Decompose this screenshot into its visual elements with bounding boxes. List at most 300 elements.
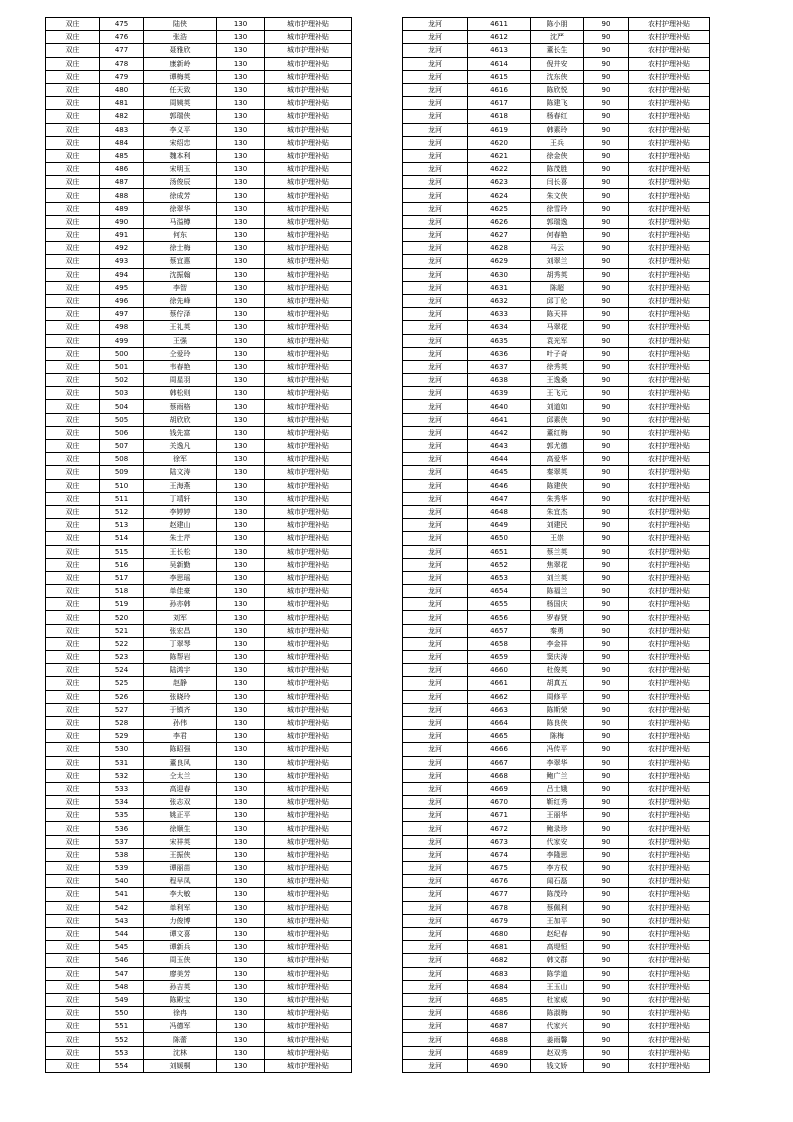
table-row: [46, 321, 352, 334]
number-cell: 4623: [468, 176, 531, 189]
subsidy-type-cell: 农村护理补贴: [629, 835, 710, 848]
town-cell: 双庄: [46, 189, 100, 202]
amount-cell: 130: [217, 835, 265, 848]
subsidy-type-cell: 城市护理补贴: [265, 848, 352, 861]
name-cell: 朱宜杰: [531, 505, 584, 518]
name-cell: 李金祥: [531, 637, 584, 650]
town-cell: 双庄: [46, 242, 100, 255]
table-row: [403, 1020, 710, 1033]
amount-cell: 90: [584, 743, 629, 756]
name-cell: 陈建侠: [531, 479, 584, 492]
table-row: [403, 176, 710, 189]
town-cell: 龙河: [403, 492, 468, 505]
town-cell: 双庄: [46, 479, 100, 492]
amount-cell: 90: [584, 136, 629, 149]
name-cell: 陈学道: [531, 967, 584, 980]
number-cell: 4636: [468, 347, 531, 360]
table-row: [403, 1033, 710, 1046]
town-cell: 双庄: [46, 136, 100, 149]
table-row: [403, 453, 710, 466]
amount-cell: 130: [217, 519, 265, 532]
number-cell: 493: [100, 255, 144, 268]
town-cell: 龙河: [403, 1059, 468, 1072]
town-cell: 龙河: [403, 255, 468, 268]
number-cell: 4645: [468, 466, 531, 479]
name-cell: 李大敏: [144, 888, 217, 901]
name-cell: 闫长喜: [531, 176, 584, 189]
number-cell: 497: [100, 308, 144, 321]
amount-cell: 90: [584, 624, 629, 637]
town-cell: 双庄: [46, 1059, 100, 1072]
name-cell: 仝爱玲: [144, 347, 217, 360]
town-cell: 双庄: [46, 598, 100, 611]
town-cell: 双庄: [46, 202, 100, 215]
town-cell: 龙河: [403, 519, 468, 532]
number-cell: 4683: [468, 967, 531, 980]
table-row: [403, 57, 710, 70]
table-row: [46, 255, 352, 268]
table-row: [46, 18, 352, 31]
amount-cell: 130: [217, 492, 265, 505]
amount-cell: 90: [584, 558, 629, 571]
table-row: [403, 848, 710, 861]
subsidy-type-cell: 农村护理补贴: [629, 229, 710, 242]
amount-cell: 130: [217, 1059, 265, 1072]
table-row: [46, 294, 352, 307]
table-row: [403, 598, 710, 611]
table-row: [46, 730, 352, 743]
number-cell: 501: [100, 360, 144, 373]
name-cell: 郭瑞侠: [144, 110, 217, 123]
town-cell: 龙河: [403, 914, 468, 927]
amount-cell: 130: [217, 163, 265, 176]
name-cell: 邱素侠: [531, 413, 584, 426]
town-cell: 双庄: [46, 215, 100, 228]
town-cell: 龙河: [403, 31, 468, 44]
table-row: [403, 716, 710, 729]
number-cell: 483: [100, 123, 144, 136]
number-cell: 477: [100, 44, 144, 57]
town-cell: 双庄: [46, 690, 100, 703]
town-cell: 双庄: [46, 44, 100, 57]
table-row: [46, 862, 352, 875]
subsidy-type-cell: 农村护理补贴: [629, 519, 710, 532]
table-row: [403, 664, 710, 677]
table-row: [403, 888, 710, 901]
name-cell: 徐先峰: [144, 294, 217, 307]
table-row: [46, 440, 352, 453]
name-cell: 关逸凡: [144, 440, 217, 453]
amount-cell: 130: [217, 585, 265, 598]
name-cell: 王兵: [531, 136, 584, 149]
amount-cell: 90: [584, 862, 629, 875]
subsidy-type-cell: 城市护理补贴: [265, 967, 352, 980]
subsidy-type-cell: 农村护理补贴: [629, 387, 710, 400]
number-cell: 4668: [468, 769, 531, 782]
name-cell: 窦庆涛: [531, 651, 584, 664]
table-row: [403, 954, 710, 967]
amount-cell: 130: [217, 967, 265, 980]
town-cell: 龙河: [403, 123, 468, 136]
name-cell: 汤俊辰: [144, 176, 217, 189]
subsidy-type-cell: 农村护理补贴: [629, 690, 710, 703]
name-cell: 张晓玲: [144, 690, 217, 703]
amount-cell: 130: [217, 796, 265, 809]
town-cell: 双庄: [46, 782, 100, 795]
town-cell: 龙河: [403, 809, 468, 822]
amount-cell: 130: [217, 308, 265, 321]
number-cell: 527: [100, 703, 144, 716]
number-cell: 4662: [468, 690, 531, 703]
subsidy-type-cell: 农村护理补贴: [629, 413, 710, 426]
subsidy-type-cell: 城市护理补贴: [265, 466, 352, 479]
town-cell: 龙河: [403, 651, 468, 664]
name-cell: 钱文娇: [531, 1059, 584, 1072]
subsidy-type-cell: 农村护理补贴: [629, 980, 710, 993]
number-cell: 517: [100, 571, 144, 584]
town-cell: 龙河: [403, 189, 468, 202]
subsidy-type-cell: 农村护理补贴: [629, 571, 710, 584]
table-row: [46, 492, 352, 505]
amount-cell: 130: [217, 400, 265, 413]
amount-cell: 90: [584, 1033, 629, 1046]
town-cell: 双庄: [46, 163, 100, 176]
name-cell: 宋绍忠: [144, 136, 217, 149]
table-row: [46, 400, 352, 413]
town-cell: 双庄: [46, 149, 100, 162]
subsidy-type-cell: 农村护理补贴: [629, 57, 710, 70]
name-cell: 蔡兰英: [531, 545, 584, 558]
number-cell: 4657: [468, 624, 531, 637]
subsidy-type-cell: 农村护理补贴: [629, 1007, 710, 1020]
number-cell: 515: [100, 545, 144, 558]
number-cell: 478: [100, 57, 144, 70]
subsidy-type-cell: 城市护理补贴: [265, 571, 352, 584]
table-row: [403, 149, 710, 162]
subsidy-type-cell: 城市护理补贴: [265, 97, 352, 110]
town-cell: 龙河: [403, 479, 468, 492]
town-cell: 龙河: [403, 875, 468, 888]
name-cell: 高堤恒: [531, 941, 584, 954]
amount-cell: 90: [584, 637, 629, 650]
number-cell: 539: [100, 862, 144, 875]
name-cell: 韦春艳: [144, 360, 217, 373]
number-cell: 4633: [468, 308, 531, 321]
number-cell: 4661: [468, 677, 531, 690]
name-cell: 王礼英: [144, 321, 217, 334]
table-row: [403, 400, 710, 413]
subsidy-type-cell: 城市护理补贴: [265, 664, 352, 677]
amount-cell: 90: [584, 281, 629, 294]
number-cell: 496: [100, 294, 144, 307]
town-cell: 龙河: [403, 294, 468, 307]
name-cell: 廖美芳: [144, 967, 217, 980]
amount-cell: 130: [217, 954, 265, 967]
town-cell: 龙河: [403, 229, 468, 242]
number-cell: 4687: [468, 1020, 531, 1033]
table-row: [403, 730, 710, 743]
amount-cell: 130: [217, 189, 265, 202]
amount-cell: 130: [217, 255, 265, 268]
table-row: [46, 716, 352, 729]
amount-cell: 90: [584, 176, 629, 189]
name-cell: 徐成芳: [144, 189, 217, 202]
town-cell: 双庄: [46, 229, 100, 242]
table-row: [46, 505, 352, 518]
table-row: [403, 360, 710, 373]
amount-cell: 130: [217, 1033, 265, 1046]
subsidy-type-cell: 农村护理补贴: [629, 651, 710, 664]
table-row: [403, 505, 710, 518]
table-row: [403, 215, 710, 228]
amount-cell: 90: [584, 202, 629, 215]
table-row: [403, 875, 710, 888]
name-cell: 谭梅英: [144, 70, 217, 83]
town-cell: 双庄: [46, 1033, 100, 1046]
number-cell: 514: [100, 532, 144, 545]
amount-cell: 90: [584, 611, 629, 624]
number-cell: 526: [100, 690, 144, 703]
subsidy-type-cell: 城市护理补贴: [265, 163, 352, 176]
table-row: [403, 703, 710, 716]
left-table: [45, 17, 352, 1073]
amount-cell: 90: [584, 914, 629, 927]
table-row: [46, 123, 352, 136]
town-cell: 双庄: [46, 360, 100, 373]
subsidy-type-cell: 农村护理补贴: [629, 624, 710, 637]
table-row: [403, 532, 710, 545]
town-cell: 双庄: [46, 70, 100, 83]
name-cell: 何春艳: [531, 229, 584, 242]
table-row: [403, 31, 710, 44]
amount-cell: 90: [584, 941, 629, 954]
amount-cell: 130: [217, 136, 265, 149]
town-cell: 龙河: [403, 769, 468, 782]
number-cell: 548: [100, 980, 144, 993]
town-cell: 龙河: [403, 716, 468, 729]
name-cell: 郭瑞逸: [531, 215, 584, 228]
town-cell: 龙河: [403, 967, 468, 980]
subsidy-type-cell: 农村护理补贴: [629, 730, 710, 743]
number-cell: 4690: [468, 1059, 531, 1072]
name-cell: 王飞元: [531, 387, 584, 400]
amount-cell: 130: [217, 664, 265, 677]
subsidy-type-cell: 农村护理补贴: [629, 202, 710, 215]
town-cell: 双庄: [46, 571, 100, 584]
name-cell: 孙吉英: [144, 980, 217, 993]
subsidy-type-cell: 农村护理补贴: [629, 993, 710, 1006]
name-cell: 王长松: [144, 545, 217, 558]
number-cell: 4612: [468, 31, 531, 44]
subsidy-type-cell: 农村护理补贴: [629, 901, 710, 914]
name-cell: 赵建山: [144, 519, 217, 532]
subsidy-type-cell: 农村护理补贴: [629, 1059, 710, 1072]
number-cell: 4669: [468, 782, 531, 795]
amount-cell: 90: [584, 571, 629, 584]
subsidy-type-cell: 城市护理补贴: [265, 993, 352, 1006]
name-cell: 邱丁伦: [531, 294, 584, 307]
table-row: [403, 862, 710, 875]
name-cell: 沈东侠: [531, 70, 584, 83]
subsidy-type-cell: 城市护理补贴: [265, 505, 352, 518]
amount-cell: 130: [217, 70, 265, 83]
table-row: [403, 321, 710, 334]
number-cell: 512: [100, 505, 144, 518]
name-cell: 陈斯荣: [531, 703, 584, 716]
table-row: [46, 519, 352, 532]
number-cell: 4659: [468, 651, 531, 664]
town-cell: 双庄: [46, 914, 100, 927]
number-cell: 4663: [468, 703, 531, 716]
number-cell: 4658: [468, 637, 531, 650]
number-cell: 4678: [468, 901, 531, 914]
subsidy-type-cell: 农村护理补贴: [629, 294, 710, 307]
table-row: [46, 954, 352, 967]
town-cell: 双庄: [46, 492, 100, 505]
subsidy-type-cell: 城市护理补贴: [265, 57, 352, 70]
number-cell: 4640: [468, 400, 531, 413]
amount-cell: 130: [217, 914, 265, 927]
table-row: [46, 374, 352, 387]
table-row: [46, 888, 352, 901]
number-cell: 541: [100, 888, 144, 901]
subsidy-type-cell: 城市护理补贴: [265, 769, 352, 782]
subsidy-type-cell: 农村护理补贴: [629, 242, 710, 255]
table-row: [403, 637, 710, 650]
name-cell: 吕士娥: [531, 782, 584, 795]
name-cell: 李思瑶: [144, 571, 217, 584]
town-cell: 龙河: [403, 70, 468, 83]
number-cell: 4614: [468, 57, 531, 70]
subsidy-type-cell: 城市护理补贴: [265, 308, 352, 321]
number-cell: 522: [100, 637, 144, 650]
table-row: [46, 347, 352, 360]
subsidy-type-cell: 城市护理补贴: [265, 927, 352, 940]
amount-cell: 90: [584, 18, 629, 31]
name-cell: 赵双秀: [531, 1046, 584, 1059]
amount-cell: 90: [584, 189, 629, 202]
number-cell: 533: [100, 782, 144, 795]
subsidy-type-cell: 城市护理补贴: [265, 374, 352, 387]
amount-cell: 130: [217, 598, 265, 611]
amount-cell: 90: [584, 163, 629, 176]
name-cell: 周姨英: [144, 97, 217, 110]
amount-cell: 130: [217, 18, 265, 31]
amount-cell: 130: [217, 110, 265, 123]
amount-cell: 90: [584, 215, 629, 228]
town-cell: 双庄: [46, 505, 100, 518]
table-row: [403, 571, 710, 584]
town-cell: 龙河: [403, 163, 468, 176]
number-cell: 4679: [468, 914, 531, 927]
number-cell: 4611: [468, 18, 531, 31]
town-cell: 龙河: [403, 57, 468, 70]
name-cell: 代家兴: [531, 1020, 584, 1033]
table-row: [403, 334, 710, 347]
amount-cell: 130: [217, 44, 265, 57]
town-cell: 龙河: [403, 1046, 468, 1059]
table-row: [46, 624, 352, 637]
name-cell: 李翠华: [531, 756, 584, 769]
name-cell: 蔡佩利: [531, 901, 584, 914]
name-cell: 徐冉: [144, 1007, 217, 1020]
town-cell: 双庄: [46, 637, 100, 650]
subsidy-type-cell: 城市护理补贴: [265, 875, 352, 888]
town-cell: 龙河: [403, 1007, 468, 1020]
table-row: [403, 927, 710, 940]
town-cell: 龙河: [403, 1020, 468, 1033]
right-table: [402, 17, 710, 1073]
number-cell: 499: [100, 334, 144, 347]
town-cell: 双庄: [46, 387, 100, 400]
name-cell: 陈梅: [531, 730, 584, 743]
name-cell: 陈天祥: [531, 308, 584, 321]
number-cell: 4656: [468, 611, 531, 624]
number-cell: 505: [100, 413, 144, 426]
number-cell: 521: [100, 624, 144, 637]
town-cell: 龙河: [403, 927, 468, 940]
number-cell: 4613: [468, 44, 531, 57]
town-cell: 双庄: [46, 769, 100, 782]
subsidy-type-cell: 农村护理补贴: [629, 308, 710, 321]
name-cell: 胡秀英: [531, 268, 584, 281]
subsidy-type-cell: 城市护理补贴: [265, 31, 352, 44]
name-cell: 王振侠: [144, 848, 217, 861]
table-row: [46, 110, 352, 123]
name-cell: 李义平: [144, 123, 217, 136]
name-cell: 吴新勤: [144, 558, 217, 571]
name-cell: 韩松则: [144, 387, 217, 400]
table-row: [46, 769, 352, 782]
name-cell: 陆侠: [144, 18, 217, 31]
name-cell: 陈欣悦: [531, 83, 584, 96]
subsidy-type-cell: 城市护理补贴: [265, 611, 352, 624]
town-cell: 双庄: [46, 796, 100, 809]
amount-cell: 90: [584, 980, 629, 993]
amount-cell: 90: [584, 651, 629, 664]
subsidy-type-cell: 农村护理补贴: [629, 176, 710, 189]
number-cell: 4644: [468, 453, 531, 466]
amount-cell: 90: [584, 532, 629, 545]
town-cell: 龙河: [403, 585, 468, 598]
subsidy-type-cell: 城市护理补贴: [265, 756, 352, 769]
number-cell: 506: [100, 426, 144, 439]
number-cell: 4670: [468, 796, 531, 809]
name-cell: 陆文涛: [144, 466, 217, 479]
name-cell: 孙亦韩: [144, 598, 217, 611]
number-cell: 4649: [468, 519, 531, 532]
amount-cell: 130: [217, 176, 265, 189]
amount-cell: 130: [217, 149, 265, 162]
name-cell: 王强: [144, 334, 217, 347]
number-cell: 4651: [468, 545, 531, 558]
number-cell: 4625: [468, 202, 531, 215]
subsidy-type-cell: 农村护理补贴: [629, 585, 710, 598]
name-cell: 何东: [144, 229, 217, 242]
amount-cell: 130: [217, 294, 265, 307]
table-row: [403, 980, 710, 993]
amount-cell: 130: [217, 321, 265, 334]
town-cell: 龙河: [403, 83, 468, 96]
table-row: [46, 651, 352, 664]
subsidy-type-cell: 农村护理补贴: [629, 18, 710, 31]
name-cell: 靳红秀: [531, 796, 584, 809]
town-cell: 龙河: [403, 611, 468, 624]
amount-cell: 90: [584, 677, 629, 690]
town-cell: 龙河: [403, 18, 468, 31]
name-cell: 高迎春: [144, 782, 217, 795]
amount-cell: 130: [217, 769, 265, 782]
